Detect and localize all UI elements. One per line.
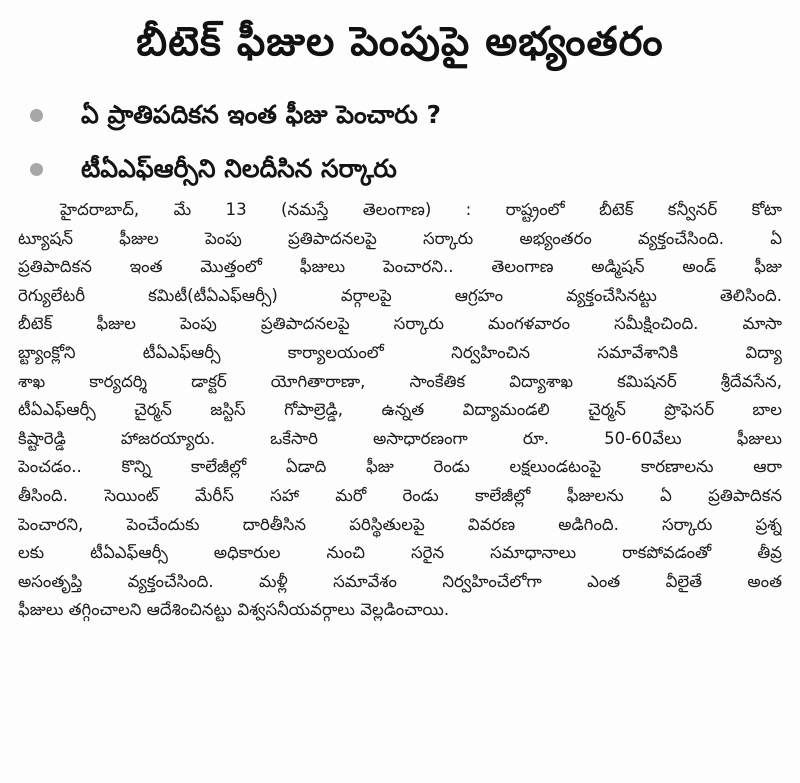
subheadings bbox=[30, 88, 790, 196]
article-line: టీఏఎఫ్ఆర్సీ చైర్మన్ జస్టిస్ గోపాల్రెడ్డి, ఉన్నత విద్యామండలి చైర్మన్ ప్రొఫెసర్ బాల bbox=[18, 400, 782, 420]
bullet-icon bbox=[30, 163, 43, 176]
article-line: హైదరాబాద్, మే 13 (నమస్తే తెలంగాణ) : రాష్ట్రంలో బీటెక్ కన్వీనర్ కోటా bbox=[60, 200, 782, 219]
article-line: రెగ్యులేటరీ కమిటీ(టీఏఎఫ్ఆర్సీ) వర్గాలపై ఆగ్రహం వ్యక్తంచేసినట్టు తెలిసింది. bbox=[18, 285, 782, 305]
article-line: శాఖ కార్యదర్శి డాక్టర్ యోగితారాణా, సాంకేతిక విద్యాశాఖ కమిషనర్ శ్రీదేవసేన, bbox=[18, 371, 782, 391]
article-line: పెంచారని, పెంచేందుకు దారితీసిన పరిస్థితులపై వివరణ అడిగింది. సర్కారు ప్రశ్న bbox=[18, 514, 782, 534]
article-line: కిష్టారెడ్డి హాజరయ్యారు. ఒకేసారి అసాధారణంగా రూ. 50-60వేలు ఫీజులు bbox=[18, 428, 782, 448]
article-line: ప్రతిపాదికన ఇంత మొత్తంలో ఫీజులు పెంచారని.. తెలంగాణ అడ్మిషన్ అండ్ ఫీజు bbox=[18, 257, 782, 277]
article-line: బీటెక్ ఫీజుల పెంపు ప్రతిపాదనలపై సర్కారు మంగళవారం సమీక్షించింది. మాసా bbox=[18, 314, 782, 334]
subheading-item bbox=[30, 88, 790, 142]
subheading-item bbox=[30, 142, 790, 196]
article-line: అసంతృప్తి వ్యక్తంచేసింది. మళ్లీ సమావేశం నిర్వహించేలోగా ఎంత వీలైతే అంత bbox=[18, 571, 782, 591]
headline: బీటెక్ ఫీజుల పెంపుపై అభ్యంతరం bbox=[136, 19, 664, 65]
bullet-icon bbox=[30, 109, 43, 122]
article-line: పెంచడం.. కొన్ని కాలేజీల్లో ఏడాది ఫీజు రెండు లక్షలుండటంపై కారణాలను ఆరా bbox=[18, 457, 782, 477]
article-line: బ్ట్యాంక్లోని టీఏఎఫ్ఆర్సీ కార్యాలయంలో నిర్వహించిన సమావేశానికి విద్యా bbox=[18, 342, 782, 362]
article-line: ట్యూషన్ ఫీజుల పెంపు ప్రతిపాదనలపై సర్కారు అభ్యంతరం వ్యక్తంచేసింది. ఏ bbox=[18, 228, 782, 248]
article-line: తీసింది. సెయింట్ మేరీస్ సహా మరో రెండు కాలేజీల్లో ఫీజులను ఏ ప్రతిపాదికన bbox=[18, 485, 782, 505]
article-body bbox=[18, 196, 782, 625]
subheading-text: ఏ ప్రాతిపదికన ఇంత ఫీజు పెంచారు ? bbox=[81, 100, 441, 129]
article-line: లకు టీఏఎఫ్ఆర్సీ అధికారుల నుంచి సరైన సమాధానాలు రాకపోవడంతో తీవ్ర bbox=[18, 543, 782, 563]
subheading-text: టీఏఎఫ్ఆర్సీని నిలదీసిన సర్కారు bbox=[81, 154, 397, 183]
article-line: ఫీజులు తగ్గించాలని ఆదేశించినట్టు విశ్వసనీయవర్గాలు వెల్లడించాయి. bbox=[18, 600, 450, 620]
